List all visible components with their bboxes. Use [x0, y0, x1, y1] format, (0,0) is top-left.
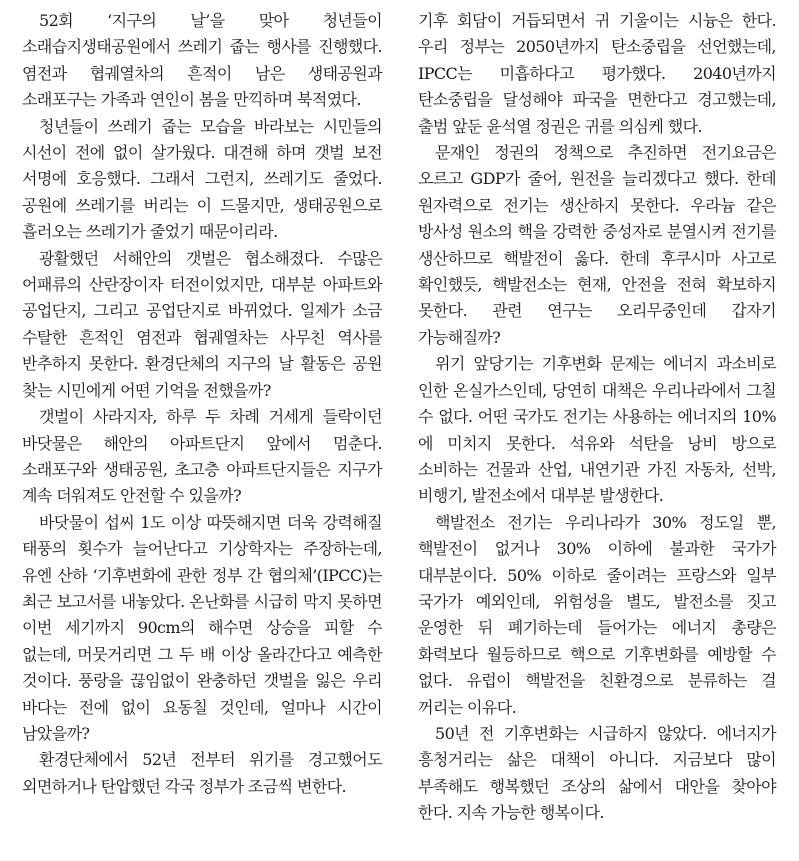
paragraph: 위기 앞당기는 기후변화 문제는 에너지 과소비로 인한 온실가스인데, 당연히 대책은 우리나라에서 그칠 수 없다. 어떤 국가도 전기는 사용하는 에너지의 10%에 미치지 못한다. 석유와 석탄을 낭비 방으로 소비하는 건물과 산업, 내연기관 가진 자동차, 선박, 비행기, 발전소에서 대부분 발생한다.	[418, 354, 776, 506]
paragraph-continued: 기후 회담이 거듭되면서 귀 기울이는 시늉은 한다. 우리 정부는 2050년까지 탄소중립을 선언했는데, IPCC는 미흡하다고 평가했다. 2040년까지 탄소중립을 달성해야 파국을 면한다고 경고했는데, 출범 앞둔 윤석열 정권은 귀를 의심케 했다.	[418, 11, 776, 136]
left-column	[22, 8, 382, 800]
paragraph: 50년 전 기후변화는 시급하지 않았다. 에너지가 흥청거리는 삶은 대책이 아니다. 지금보다 많이 부족해도 행복했던 조상의 삶에서 대안을 찾아야 한다. 지속 가능한 행복이다.	[418, 723, 776, 823]
paragraph: 52회 ‘지구의 날’을 맞아 청년들이 소래습지생태공원에서 쓰레기 줍는 행사를 진행했다. 염전과 협궤열차의 흔적이 남은 생태공원과 소래포구는 가족과 연인이 봄을 만끽하며 북적였다.	[22, 11, 382, 110]
paragraph: 환경단체에서 52년 전부터 위기를 경고했어도 외면하거나 탄압했던 각국 정부가 조금씩 변한다.	[22, 750, 382, 796]
paragraph: 광활했던 서해안의 갯벌은 협소해졌다. 수많은 어패류의 산란장이자 터전이었지만, 대부분 아파트와 공업단지, 그리고 공업단지로 바뀌었다. 일제가 소금 수탈한 흔적인 염전과 협궤열차는 사무친 역사를 반추하지 못한다. 환경단체의 지구의 날 활동은 공원 찾는 시민에게 어떤 기억을 전했을까?	[22, 248, 382, 400]
right-column	[418, 8, 776, 827]
paragraph: 핵발전소 전기는 우리나라가 30% 정도일 뿐, 핵발전이 없거나 30% 이하에 불과한 국가가 대부분이다. 50% 이하로 줄이려는 프랑스와 일부 국가가 예외인데, 위험성을 별도, 발전소를 짓고 운영한 뒤 폐기하는데 들어가는 에너지 총량은 화력보다 월등하므로 핵으로 기후변화를 예방할 수 없다. 유럽이 핵발전을 친환경으로 분류하는 걸 꺼리는 이유다.	[418, 512, 776, 717]
paragraph: 바닷물이 섭씨 1도 이상 따뜻해지면 더욱 강력해질 태풍의 횟수가 늘어난다고 기상학자는 주장하는데, 유엔 산하 ‘기후변화에 관한 정부 간 협의체’(IPCC)는 최근 보고서를 내놓았다. 온난화를 시급히 막지 못하면 이번 세기까지 90cm의 해수면 상승을 피할 수 없는데, 머뭇거리면 그 두 배 이상 올라간다고 예측한 것이다. 풍랑을 끊임없이 완충하던 갯벌을 잃은 우리 바다는 전에 없이 요동칠 것인데, 얼마나 시간이 남았을까?	[22, 512, 382, 743]
paragraph: 갯벌이 사라지자, 하루 두 차례 거세게 들락이던 바닷물은 해안의 아파트단지 앞에서 멈춘다. 소래포구와 생태공원, 초고층 아파트단지들은 지구가 계속 더워져도 안전할 수 있을까?	[22, 407, 382, 506]
paragraph: 문재인 정권의 정책으로 추진하면 전기요금은 오르고 GDP가 줄어, 원전을 늘리겠다고 했다. 한데 원자력으로 전기는 생산하지 못한다. 우라늄 같은 방사성 원소의 핵을 강력한 중성자로 분열시켜 전기를 생산하므로 핵발전이 옳다. 한데 후쿠시마 사고로 확인했듯, 핵발전소는 현재, 안전을 전혀 확보하지 못한다. 관련 연구는 오리무중인데 갑자기 가능해질까?	[418, 143, 776, 347]
paragraph: 청년들이 쓰레기 줍는 모습을 바라보는 시민들의 시선이 전에 없이 살가웠다. 대견해 하며 갯벌 보전 서명에 호응했다. 그래서 그런지, 쓰레기도 줄었다. 공원에 쓰레기를 버리는 이 드물지만, 생태공원으로 흘러오는 쓰레기가 줄었기 때문이리라.	[22, 116, 382, 242]
